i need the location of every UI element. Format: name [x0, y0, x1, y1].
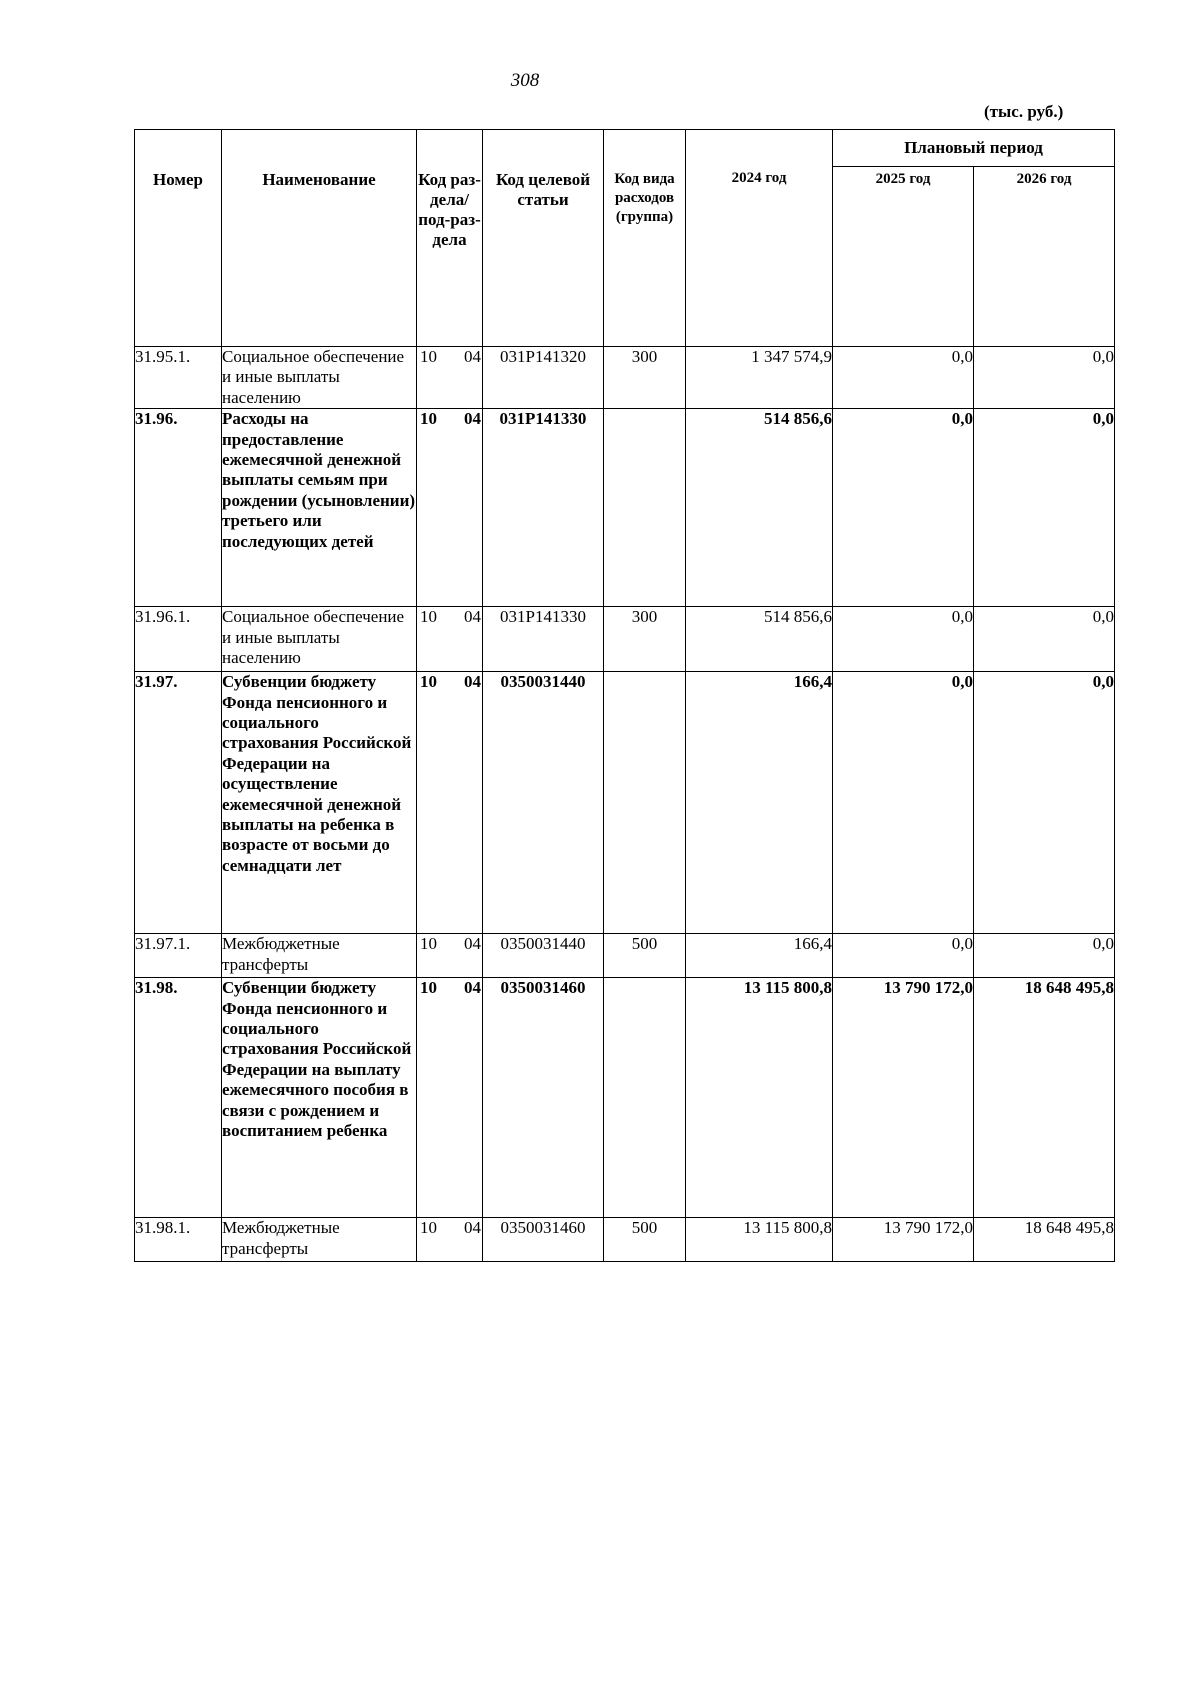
row-value-2024: 1 347 574,9	[686, 347, 833, 409]
row-value-2025: 0,0	[833, 672, 974, 934]
row-target-code: 0350031440	[483, 672, 604, 934]
row-target-code: 031P141330	[483, 409, 604, 607]
row-razdel	[417, 934, 483, 978]
row-value-2025: 0,0	[833, 347, 974, 409]
row-value-2025: 0,0	[833, 934, 974, 978]
row-number: 31.96.	[135, 409, 222, 607]
row-number: 31.96.1.	[135, 607, 222, 672]
row-number: 31.98.1.	[135, 1218, 222, 1262]
row-subsection-code: 04	[464, 607, 481, 627]
row-subsection-code: 04	[464, 347, 481, 366]
row-target-code: 0350031460	[483, 1218, 604, 1262]
row-number: 31.97.	[135, 672, 222, 934]
row-number: 31.98.	[135, 978, 222, 1218]
row-name: Межбюджетные трансферты	[222, 934, 417, 978]
row-value-2025: 0,0	[833, 607, 974, 672]
row-value-2025: 13 790 172,0	[833, 978, 974, 1218]
row-target-code: 0350031460	[483, 978, 604, 1218]
table-row	[135, 347, 1115, 409]
row-number: 31.95.1.	[135, 347, 222, 409]
row-section-code: 10	[420, 672, 437, 692]
row-subsection-code: 04	[464, 409, 481, 429]
header-name: Наименование	[222, 130, 417, 347]
header-year-2025: 2025 год	[833, 167, 974, 347]
row-value-2025: 13 790 172,0	[833, 1218, 974, 1262]
header-razdel-code: Код раз-дела/ под-раз-дела	[417, 130, 483, 347]
row-value-2026: 18 648 495,8	[974, 978, 1115, 1218]
row-value-2024: 13 115 800,8	[686, 1218, 833, 1262]
row-value-2026: 18 648 495,8	[974, 1218, 1115, 1262]
row-name: Субвенции бюджету Фонда пенсионного и социального страхования Российской Федерации на выплату ежемесячного пособия в связи с рождением и воспитанием ребенка	[222, 978, 417, 1218]
header-year-2024: 2024 год	[686, 130, 833, 347]
row-value-2024: 514 856,6	[686, 607, 833, 672]
row-expense-type: 500	[604, 934, 686, 978]
row-value-2024: 13 115 800,8	[686, 978, 833, 1218]
row-subsection-code: 04	[464, 978, 481, 998]
header-planned-period: Плановый период	[833, 130, 1115, 167]
row-name: Социальное обеспечение и иные выплаты населению	[222, 607, 417, 672]
row-name: Социальное обеспечение и иные выплаты населению	[222, 347, 417, 409]
row-razdel	[417, 672, 483, 934]
row-section-code: 10	[420, 409, 437, 429]
page-number: 308	[510, 70, 540, 91]
row-value-2026: 0,0	[974, 409, 1115, 607]
table-row	[135, 607, 1115, 672]
table-row	[135, 409, 1115, 607]
row-razdel	[417, 347, 483, 409]
row-value-2024: 166,4	[686, 672, 833, 934]
budget-table	[134, 129, 1115, 1262]
row-razdel	[417, 1218, 483, 1262]
row-subsection-code: 04	[464, 1218, 481, 1238]
row-target-code: 031P141330	[483, 607, 604, 672]
table-row	[135, 934, 1115, 978]
row-number: 31.97.1.	[135, 934, 222, 978]
row-name: Субвенции бюджету Фонда пенсионного и социального страхования Российской Федерации на осуществление ежемесячной денежной выплаты на ребенка в возрасте от восьми до семнадцати лет	[222, 672, 417, 934]
header-expense-type-code: Код вида расходов (группа)	[604, 130, 686, 347]
row-expense-type: 500	[604, 1218, 686, 1262]
row-subsection-code: 04	[464, 672, 481, 692]
header-number: Номер	[135, 130, 222, 347]
row-section-code: 10	[420, 934, 437, 954]
row-section-code: 10	[420, 1218, 437, 1238]
row-value-2026: 0,0	[974, 347, 1115, 409]
row-name: Расходы на предоставление ежемесячной денежной выплаты семьям при рождении (усыновлении) третьего или последующих детей	[222, 409, 417, 607]
row-razdel	[417, 409, 483, 607]
row-section-code: 10	[420, 978, 437, 998]
table-row	[135, 672, 1115, 934]
row-expense-type	[604, 409, 686, 607]
row-expense-type: 300	[604, 347, 686, 409]
row-value-2025: 0,0	[833, 409, 974, 607]
header-target-code: Код целевой статьи	[483, 130, 604, 347]
table-row	[135, 978, 1115, 1218]
row-name: Межбюджетные трансферты	[222, 1218, 417, 1262]
row-expense-type: 300	[604, 607, 686, 672]
row-target-code: 0350031440	[483, 934, 604, 978]
row-value-2024: 514 856,6	[686, 409, 833, 607]
units-label: (тыс. руб.)	[984, 102, 1064, 121]
row-razdel	[417, 607, 483, 672]
row-value-2026: 0,0	[974, 607, 1115, 672]
row-value-2026: 0,0	[974, 934, 1115, 978]
row-value-2026: 0,0	[974, 672, 1115, 934]
row-value-2024: 166,4	[686, 934, 833, 978]
row-section-code: 10	[420, 607, 437, 627]
row-expense-type	[604, 672, 686, 934]
table-row	[135, 1218, 1115, 1262]
row-expense-type	[604, 978, 686, 1218]
header-year-2026: 2026 год	[974, 167, 1115, 347]
row-section-code: 10	[420, 347, 437, 366]
row-target-code: 031P141320	[483, 347, 604, 409]
row-subsection-code: 04	[464, 934, 481, 954]
row-razdel	[417, 978, 483, 1218]
